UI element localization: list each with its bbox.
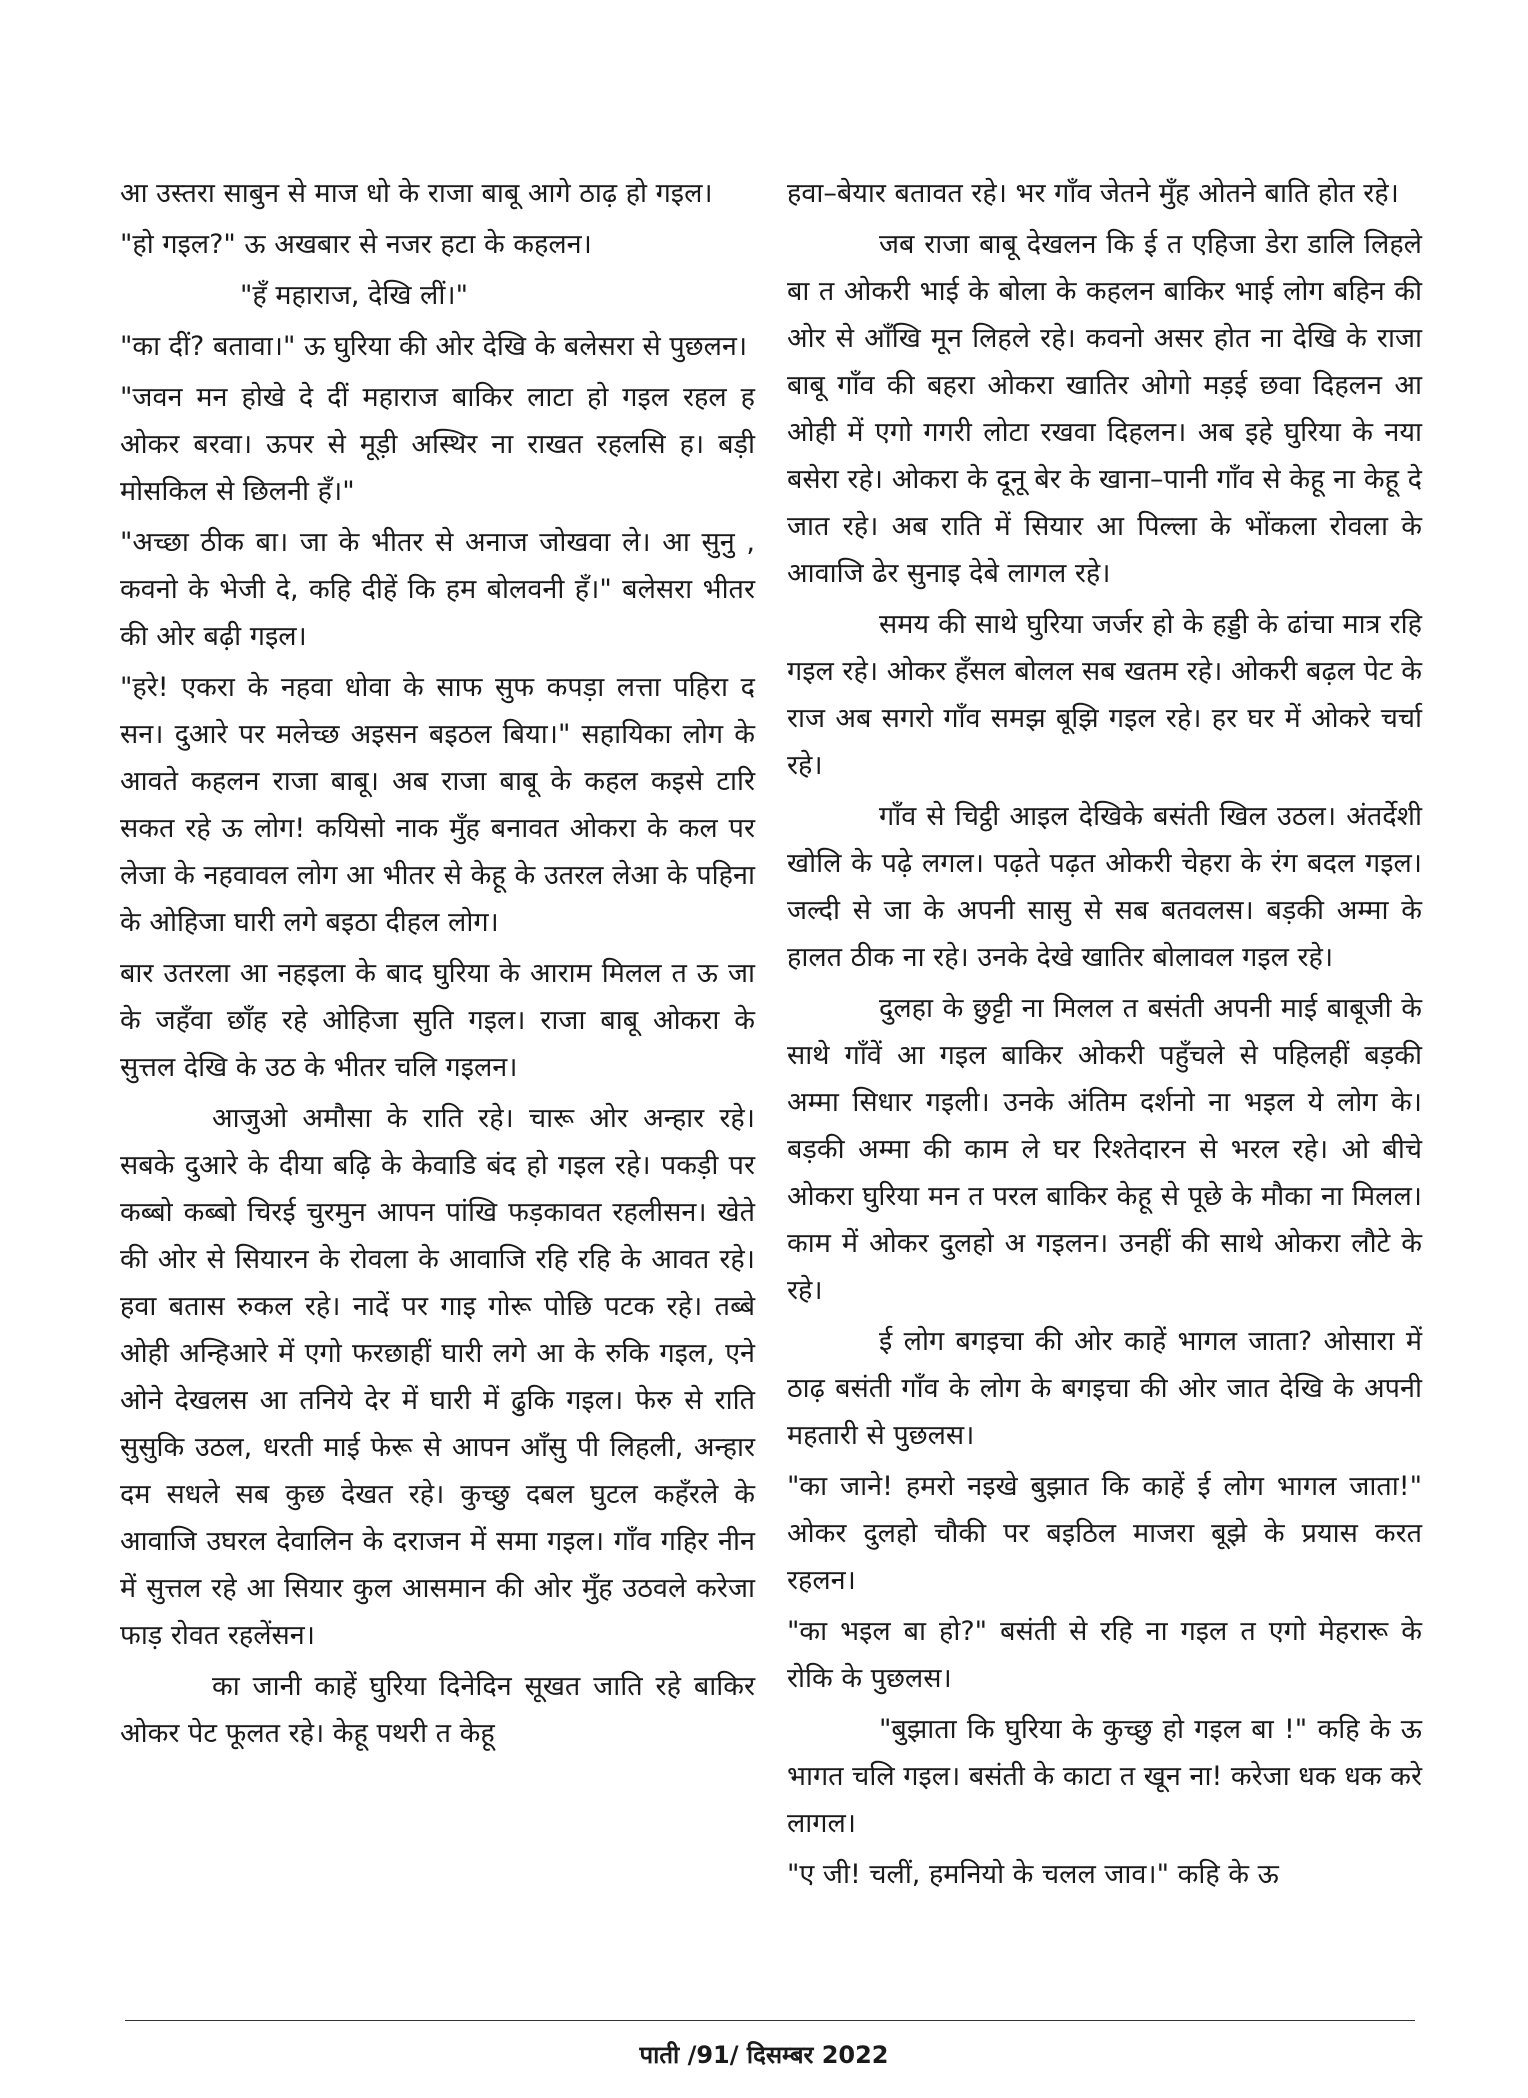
- paragraph: का जानी काहें घुरिया दिनेदिन सूखत जाति रहे बाकिर ओकर पेट फूलत रहे। केहू पथरी त केहू: [120, 1671, 755, 1749]
- paragraph: जब राजा बाबू देखलन कि ई त एहिजा डेरा डालि लिहले बा त ओकरी भाई के बोला के कहलन बाकिर भाई लोग बहिन की ओर से आँखि मून लिहले रहे। कवनो असर होत ना देखि के राजा बाबू गाँव की बहरा ओकरा खातिर ओगो मड़ई छवा दिहलन आ ओही में एगो गगरी लोटा रखवा दिहलन। अब इहे घुरिया के नया बसेरा रहे। ओकरा के दूनू बेर के खाना–पानी गाँव से केहू ना केहू दे जात रहे। अब राति में सियार आ पिल्ला के भोंकला रोवला के आवाजि ढेर सुनाइ देबे लागल रहे।: [787, 229, 1422, 589]
- paragraph: "जवन मन होखे दे दीं महाराज बाकिर लाटा हो गइल रहल ह ओकर बरवा। ऊपर से मूड़ी अस्थिर ना राखत रहलसि ह। बड़ी मोसकिल से छिलनी हँ।": [120, 382, 755, 507]
- paragraph: "हँ महाराज, देखि लीं।": [240, 280, 468, 311]
- page-footer: पाती /91/ दिसम्बर 2022: [639, 2041, 889, 2069]
- footer-divider: [125, 2020, 1415, 2021]
- paragraph: "का दीं? बतावा।" ऊ घुरिया की ओर देखि के बलेसरा से पुछलन।: [120, 331, 748, 362]
- paragraph: दुलहा के छुट्टी ना मिलल त बसंती अपनी माई बाबूजी के साथे गाँवें आ गइल बाकिर ओकरी पहुँचले से पहिलहीं बड़की अम्मा सिधार गइली। उनके अंतिम दर्शनो ना भइल ये लोग के। बड़की अम्मा की काम ले घर रिश्तेदारन से भरल रहे। ओ बीचे ओकरा घुरिया मन त परल बाकिर केहू से पूछे के मौका ना मिलल। काम में ओकर दुलहो अ गइलन। उनहीं की साथे ओकरा लौटे के रहे।: [787, 993, 1422, 1306]
- paragraph: बार उतरला आ नहइला के बाद घुरिया के आराम मिलल त ऊ जा के जहँवा छाँह रहे ओहिजा सुति गइल। राजा बाबू ओकरा के सुत्तल देखि के उठ के भीतर चलि गइलन।: [120, 958, 755, 1083]
- paragraph: गाँव से चिट्ठी आइल देखिके बसंती खिल उठल। अंतर्देशी खोलि के पढ़े लगल। पढ़ते पढ़त ओकरी चेहरा के रंग बदल गइल। जल्दी से जा के अपनी सासु से सब बतवलस। बड़की अम्मा के हालत ठीक ना रहे। उनके देखे खातिर बोलावल गइल रहे।: [787, 801, 1422, 973]
- paragraph: "का जाने! हमरो नइखे बुझात कि काहें ई लोग भागल जाता!" ओकर दुलहो चौकी पर बइठिल माजरा बूझे के प्रयास करत रहलन।: [787, 1471, 1422, 1596]
- paragraph: "हो गइल?" ऊ अखबार से नजर हटा के कहलन।: [120, 229, 592, 260]
- paragraph: आजुओ अमौसा के राति रहे। चारू ओर अन्हार रहे। सबके दुआरे के दीया बढ़ि के केवाडि बंद हो गइल रहे। पकड़ी पर कब्बो कब्बो चिरई चुरमुन आपन पांखि फड़कावत रहलीसन। खेते की ओर से सियारन के रोवला के आवाजि रहि रहि के आवत रहे। हवा बतास रुकल रहे। नादें पर गाइ गोरू पोछि पटक रहे। तब्बे ओही अन्हिआरे में एगो फरछाहीं घारी लगे आ के रुकि गइल, एने ओने देखलस आ तनिये देर में घारी में ढुकि गइल। फेरु से राति सुसुकि उठल, धरती माई फेरू से आपन आँसु पी लिहली, अन्हार दम सधले सब कुछ देखत रहे। कुच्छु दबल घुटल कहँरले के आवाजि उघरल देवालिन के दराजन में समा गइल। गाँव गहिर नीन में सुत्तल रहे आ सियार कुल आसमान की ओर मुँह उठवले करेजा फाड़ रोवत रहलेंसन।: [120, 1103, 755, 1651]
- paragraph: "अच्छा ठीक बा। जा के भीतर से अनाज जोखवा ले। आ सुनु , कवनो के भेजी दे, कहि दीहें कि हम बोलवनी हँ।" बलेसरा भीतर की ओर बढ़ी गइल।: [120, 527, 755, 652]
- paragraph: ई लोग बगइचा की ओर काहें भागल जाता? ओसारा में ठाढ़ बसंती गाँव के लोग के बगइचा की ओर जात देखि के अपनी महतारी से पुछलस।: [787, 1326, 1422, 1451]
- paragraph: "ए जी! चलीं, हमनियो के चलल जाव।" कहि के ऊ: [787, 1859, 1279, 1890]
- left-column: [120, 170, 755, 1761]
- right-column: [787, 170, 1422, 1902]
- paragraph: "हरे! एकरा के नहवा धोवा के साफ सुफ कपड़ा लत्ता पहिरा द सन। दुआरे पर मलेच्छ अइसन बइठल बिया।" सहायिका लोग के आवते कहलन राजा बाबू। अब राजा बाबू के कहल कइसे टारि सकत रहे ऊ लोग! कयिसो नाक मुँह बनावत ओकरा के कल पर लेजा के नहवावल लोग आ भीतर से केहू के उतरल लेआ के पहिना के ओहिजा घारी लगे बइठा दीहल लोग।: [120, 672, 755, 938]
- paragraph: समय की साथे घुरिया जर्जर हो के हड्डी के ढांचा मात्र रहि गइल रहे। ओकर हँसल बोलल सब खतम रहे। ओकरी बढ़ल पेट के राज अब सगरो गाँव समझ बूझि गइल रहे। हर घर में ओकरे चर्चा रहे।: [787, 609, 1422, 781]
- paragraph: हवा–बेयार बतावत रहे। भर गाँव जेतने मुँह ओतने बाति होत रहे।: [787, 178, 1399, 209]
- paragraph: "बुझाता कि घुरिया के कुच्छु हो गइल बा !" कहि के ऊ भागत चलि गइल। बसंती के काटा त खून ना! करेजा धक धक करे लागल।: [787, 1714, 1422, 1839]
- paragraph: आ उस्तरा साबुन से माज धो के राजा बाबू आगे ठाढ़ हो गइल।: [120, 178, 713, 209]
- paragraph: "का भइल बा हो?" बसंती से रहि ना गइल त एगो मेहरारू के रोकि के पुछलस।: [787, 1616, 1422, 1694]
